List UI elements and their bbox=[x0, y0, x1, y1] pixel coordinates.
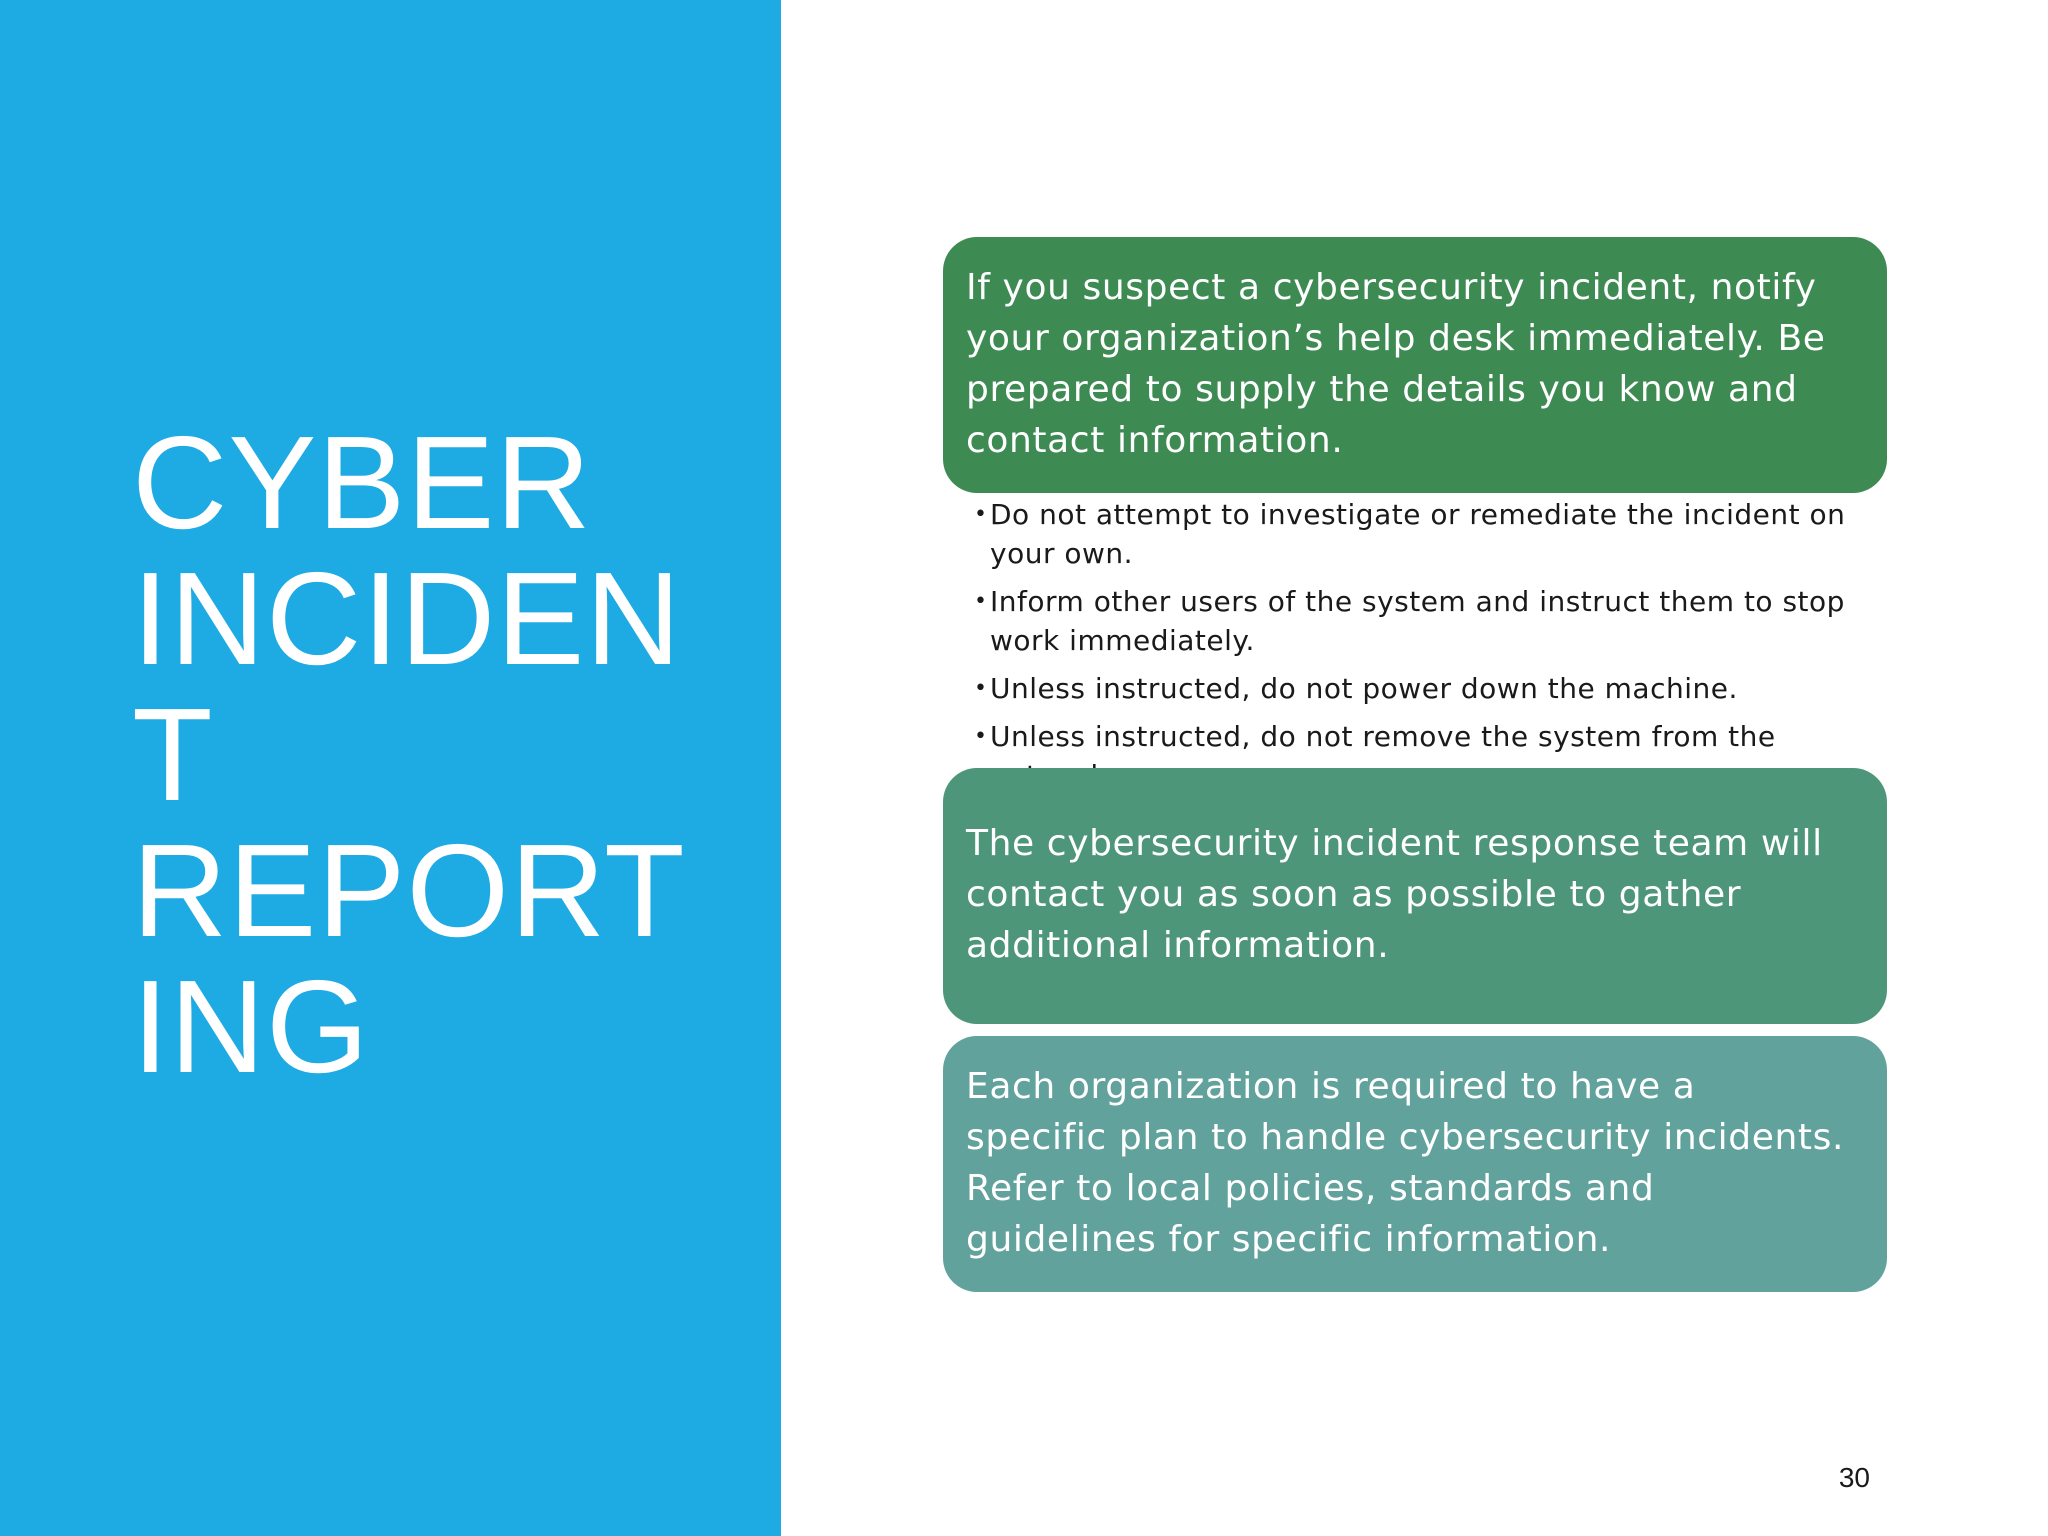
response-team-box bbox=[943, 768, 1887, 1024]
notify-help-desk-box bbox=[943, 237, 1887, 493]
list-item: • Inform other users of the system and instruct them to stop work immediately. bbox=[974, 582, 1874, 660]
instruction-list bbox=[974, 495, 1874, 804]
page-number: 30 bbox=[1838, 1462, 1870, 1493]
box-text: The cybersecurity incident response team will contact you as soon as possible to gather additional information. bbox=[966, 823, 1823, 966]
box-text: If you suspect a cybersecurity incident, notify your organization’s help desk immediately. Be prepared to supply the details you know and contact information. bbox=[966, 267, 1826, 461]
organization-plan-box bbox=[943, 1036, 1887, 1292]
list-item: • Do not attempt to investigate or remediate the incident on your own. bbox=[974, 495, 1874, 573]
title-line: REPORT bbox=[132, 817, 686, 964]
list-item: • Unless instructed, do not power down the machine. bbox=[974, 669, 1874, 708]
slide-title bbox=[132, 409, 752, 1100]
box-text: Each organization is required to have a specific plan to handle cybersecurity incidents. Refer to local policies, standards and guidelines for specific information. bbox=[966, 1066, 1844, 1260]
list-item: • Unless instructed, do not remove the system from the bbox=[974, 717, 1874, 795]
title-line: ING bbox=[132, 953, 370, 1100]
title-line: INCIDEN bbox=[132, 545, 682, 692]
title-panel bbox=[0, 0, 781, 1536]
title-line: CYBER bbox=[132, 409, 592, 556]
title-line: T bbox=[132, 681, 214, 828]
